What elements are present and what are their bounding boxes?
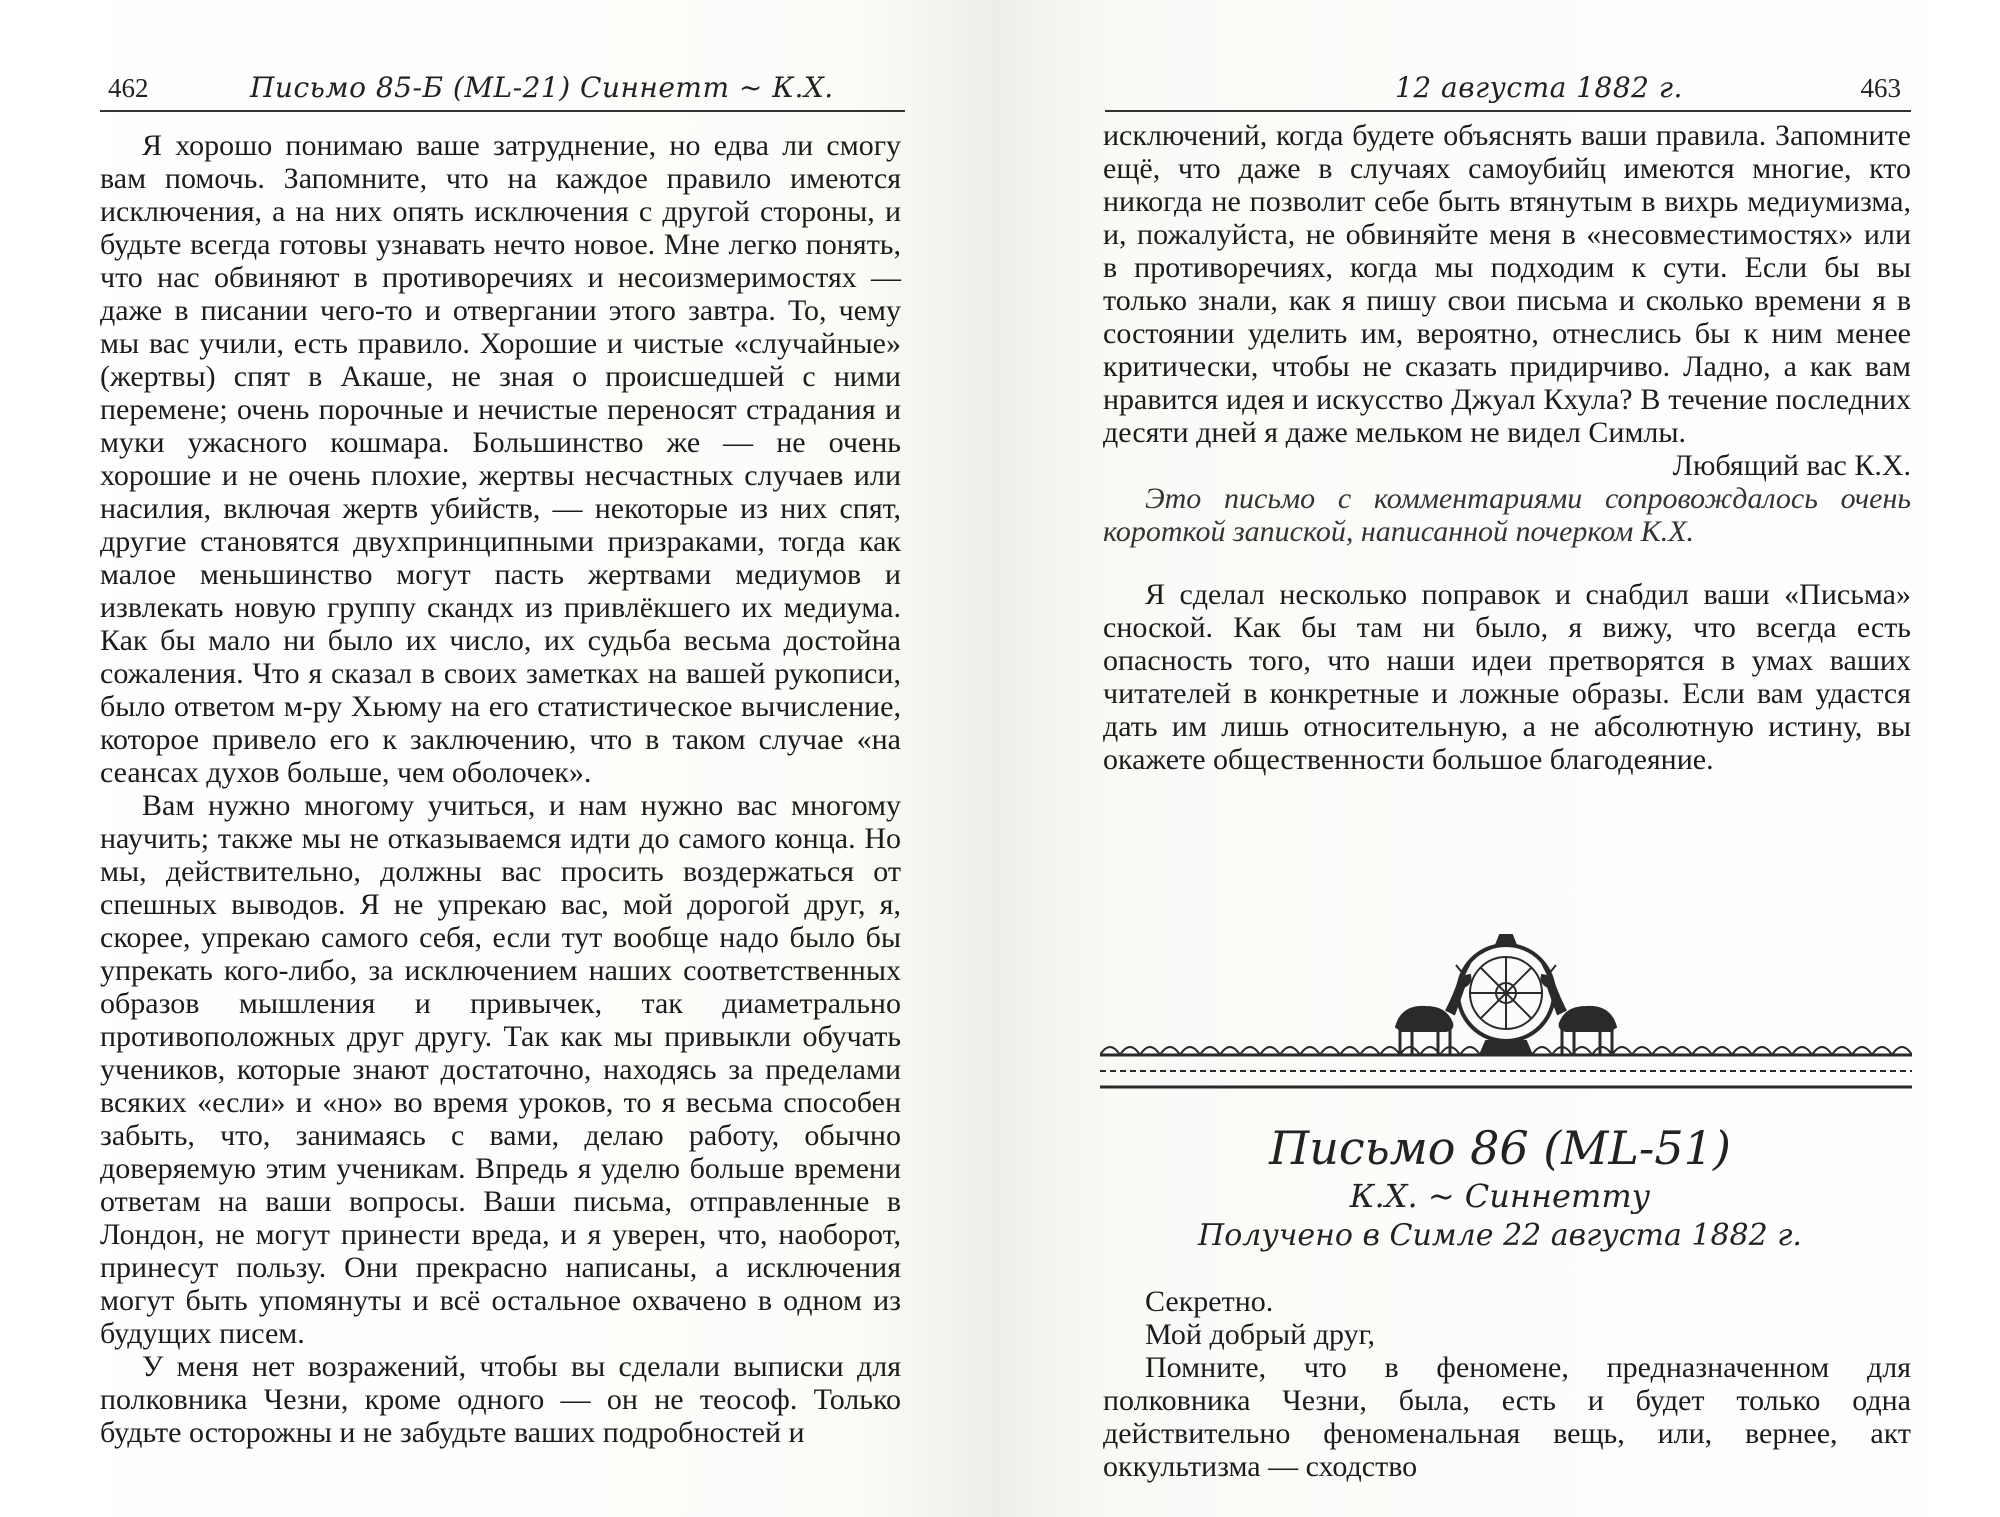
left-body-text: [100, 129, 901, 1449]
letter-received-date: Получено в Симле 22 августа 1882 г.: [1198, 1218, 1802, 1253]
left-paragraph-1: Я хорошо понимаю ваше затруднение, но едва ли смогу вам помочь. Запомните, что на каждое правило имеются исключения, а на них опять исключения с другой стороны, и будьте всегда готовы узнавать нечто новое. Мне легко понять, что нас обвиняют в противоречиях и несоизмеримостях — даже в писании чего-то и отвергании этого завтра. То, чему мы вас учили, есть правило. Хорошие и чистые «случайные» (жертвы) спят в Акаше, не зная о происшедшей с ними перемене; очень порочные и нечистые переносят страдания и муки ужасного кошмара. Большинство же — не очень хорошие и не очень плохие, жертвы несчастных случаев или насилия, включая жертв убийств, — некоторые из них спят, другие становятся двухпринципными призраками, тогда как малое меньшинство могут пасть жертвами медиумов и извлекать новую группу скандх из привлёкшего их медиума. Как бы мало ни было их число, их судьба весьма достойна сожаления. Что я сказал в своих заметках на вашей рукописи, было ответом м-ру Хьюму на его статистическое вычисление, которое привело его к заключению, что в таком случае «на сеансах духов больше, чем оболочек».: [100, 129, 901, 789]
letter-line-secret: Секретно.: [1145, 1285, 1274, 1318]
right-running-header: [1105, 68, 1911, 112]
right-body-text: [1103, 119, 1911, 776]
right-paragraph-continued: исключений, когда будете объяснять ваши правила. Запомните ещё, что даже в случаях самоубийц имеются многие, кто никогда не позволит себе быть втянутым в вихрь медиумизма, и, пожалуйста, не обвиняйте меня в «несовместимостях» или в противоречиях, когда мы подходим к сути. Если бы вы только знали, как я пишу свои письма и сколько времени я в состоянии уделить им, вероятно, отнеслись бы к ним менее критически, чтобы не сказать придирчиво. Ладно, а как вам нравится идея и искусство Джуал Кхула? В течение последних десяти дней я даже мельком не видел Симлы.: [1103, 119, 1911, 449]
right-page: [1000, 0, 2000, 1517]
letter-title: Письмо 86 (ML-51): [1269, 1121, 1731, 1175]
editor-comment: Это письмо с комментариями сопровождалось очень короткой запиской, написанной почерком К.Х.: [1103, 482, 1911, 548]
right-page-number: 463: [1860, 73, 1901, 103]
letter-heading: [1000, 1120, 2000, 1256]
letter-parties: К.Х. ~ Синнетту: [1349, 1177, 1651, 1215]
dharma-wheel-with-deer-icon: [1100, 915, 1912, 1095]
signature: Любящий вас К.Х.: [1672, 449, 1911, 482]
left-paragraph-2: Вам нужно многому учиться, и нам нужно вас многому научить; также мы не отказываемся идти до самого конца. Но мы, действительно, должны вас просить воздержаться от спешных выводов. Я не упрекаю вас, мой дорогой друг, я, скорее, упрекаю самого себя, если тут вообще надо было бы упрекать кого-либо, за исключением наших соответственных образов мышления и привычек, так диаметрально противоположных друг другу. Так как мы привыкли обучать учеников, которые знают достаточно, находясь за пределами всяких «если» и «но» во время уроков, то я весьма способен забыть, что, занимаясь с вами, делаю работу, обычно доверяемую этим ученикам. Впредь я уделю больше времени ответам на ваши вопросы. Ваши письма, отправленные в Лондон, не могут принести вреда, и я уверен, что, наоборот, принесут пользу. Они прекрасно написаны, а исключения могут быть упомянуты и всё остальное охвачено в одном из будущих писем.: [100, 789, 901, 1350]
letter-line-salutation: Мой добрый друг,: [1145, 1318, 1376, 1351]
letter-body-paragraph: Помните, что в феномене, предназначенном для полковника Чезни, была, есть и будет только одна действительно феноменальная вещь, или, вернее, акт оккультизма — сходство: [1103, 1351, 1911, 1483]
left-running-header: [100, 68, 905, 112]
right-running-title: 12 августа 1882 г.: [1395, 71, 1683, 104]
left-page-number: 462: [108, 73, 149, 103]
short-note: Я сделал несколько поправок и снабдил ваши «Письма» сноской. Как бы там ни было, я вижу, что всегда есть опасность того, что наши идеи претворятся в умах ваших читателей в конкретные и ложные образы. Если вам удастся дать им лишь относительную, а не абсолютную истину, вы окажете общественности большое благодеяние.: [1103, 578, 1911, 776]
letter-body: [1103, 1285, 1911, 1483]
left-running-title: Письмо 85-Б (ML-21) Синнетт ~ К.Х.: [250, 71, 834, 104]
left-paragraph-3: У меня нет возражений, чтобы вы сделали выписки для полковника Чезни, кроме одного — он не теософ. Только будьте осторожны и не забудьте ваших подробностей и: [100, 1350, 901, 1449]
